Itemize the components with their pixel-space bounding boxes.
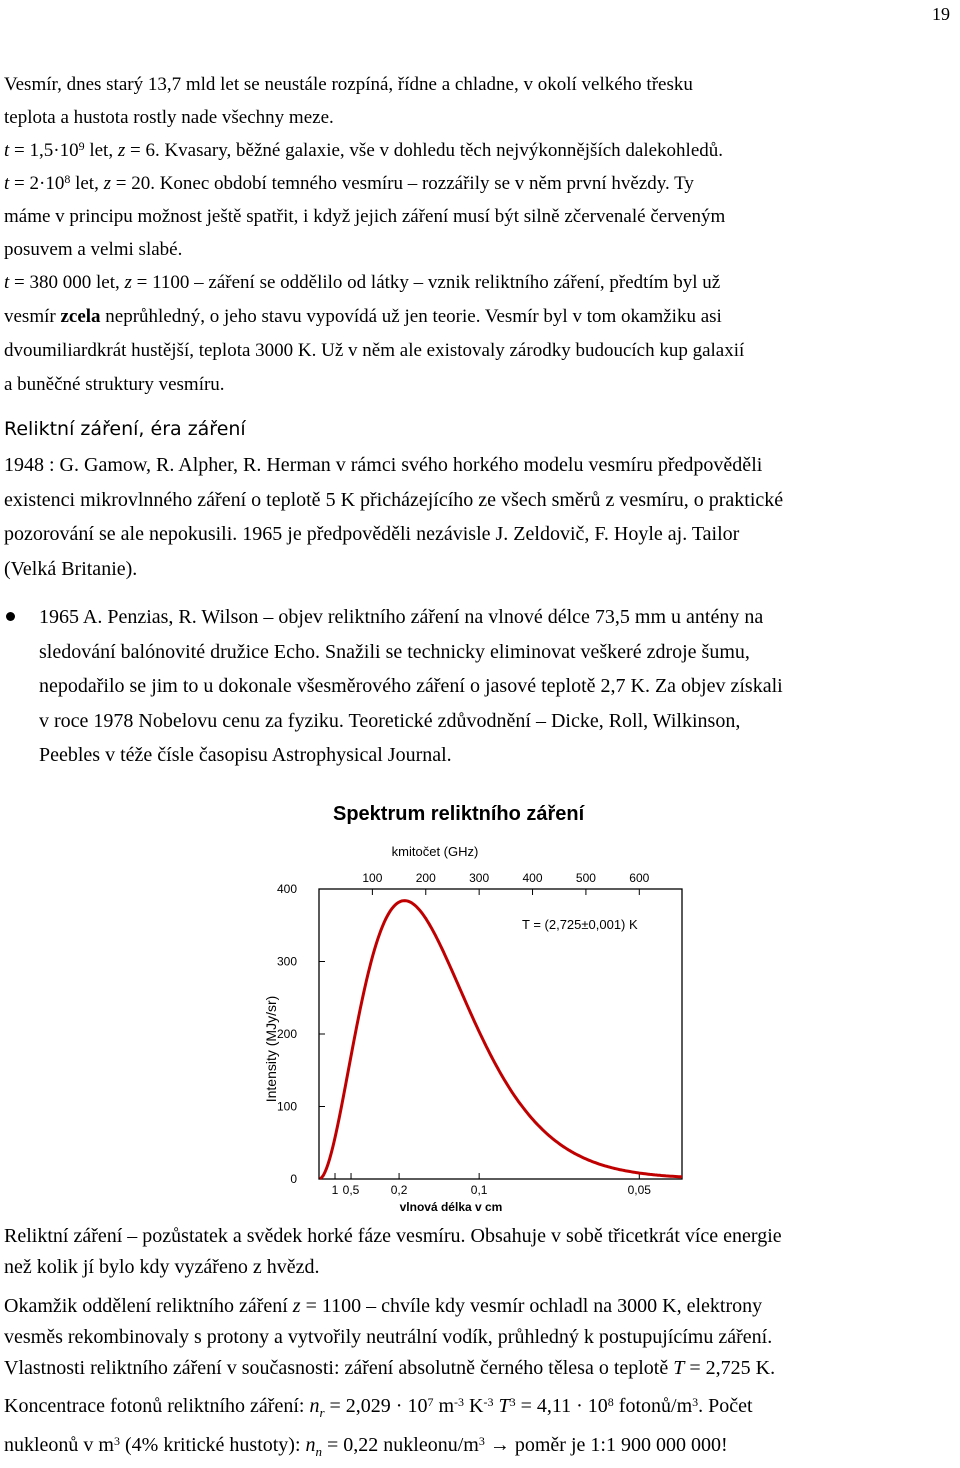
spectrum-curve (320, 901, 682, 1179)
spectrum-chart (254, 803, 694, 1215)
y-tick-label: 200 (276, 1026, 297, 1041)
relic-summary: Reliktní záření – pozůstatek a svědek horké fáze vesmíru. Obsahuje v sobě třicetkrát více energie než kolik jí bylo kdy vyzářeno z hvězd. (4, 1224, 782, 1278)
chart-x-label: vlnová délka v cm (399, 1199, 503, 1214)
event-text: Konec období temného vesmíru – rozzářily se v něm první hvězdy. Ty (159, 173, 694, 194)
y-tick-label: 0 (290, 1171, 297, 1186)
photon-concentration: Koncentrace fotonů reliktního záření: $n_r = 2,029 \cdot 10^7$ $m^{-3}$ $K^{-3}$ $T^3 = 4,11 \cdot 10^8$ fotonů/$m^3$. Počet nukleonů v $m^3$ (4% kritické hustoty): $n_n = 0,22$ nukleonu/$m^3$ → poměr je 1:1 900 000 000! (4, 1394, 753, 1459)
x2-tick-label: 300 (469, 870, 490, 885)
x-tick-label: 0,5 (342, 1182, 360, 1197)
event-quasars: $t = 1,5\cdot 10^9$ let, z = 6. Kvasary, běžné galaxie, vše v dohledu těch nejvýkonnějších dalekohledů. (4, 139, 724, 161)
t-var: t (4, 140, 10, 161)
x2-tick-label: 500 (575, 870, 596, 885)
history-paragraph: 1948 : G. Gamow, R. Alpher, R. Herman v rámci svého horkého modelu vesmíru předpověděli existenci mikrovlnného záření o teplotě 5 K přicházejícího ze všech směrů z vesmíru, o praktické pozorování se ale nepokusili. 1965 je předpověděli nezávisle J. Zeldovič, F. Hoyle aj. Tailor (Velká Britanie). (4, 454, 784, 580)
chart-title: Spektrum reliktního záření (333, 802, 585, 825)
x-tick-label: 0,1 (470, 1182, 488, 1197)
x-tick-label: 1 (331, 1182, 339, 1197)
x-tick-label: 0,05 (627, 1182, 651, 1197)
y-tick-label: 300 (276, 954, 297, 969)
intro-paragraph (4, 68, 958, 134)
x2-tick-label: 100 (362, 870, 383, 885)
chart-y-label: Intensity (MJy/sr) (263, 995, 279, 1103)
section-heading: Reliktní záření, éra záření (4, 418, 246, 440)
y-tick-label: 100 (276, 1099, 297, 1114)
chart-svg (254, 803, 694, 1215)
event-recombination: t = 380 000 let, z = 1100 – záření se oddělilo od látky – vznik reliktního záření, předtím byl už vesmír zcela neprůhledný, o jeho stavu vypovídá už jen teorie. Vesmír byl v tom okamžiku asi dvoumiliardkrát hustější, teplota 3000 K. Už v něm ale existovaly zárodky budoucích kup galaxií a buněčné struktury vesmíru. (4, 272, 745, 395)
plot-frame (319, 889, 682, 1179)
x2-tick-label: 200 (415, 870, 436, 885)
intro-line-2: teplota a hustota rostly nade všechny meze. (4, 107, 334, 128)
bullet-item: 1965 A. Penzias, R. Wilson – objev reliktního záření na vlnové délce 73,5 mm u antény na sledování balónovité družice Echo. Snažili se technicky eliminovat veškeré zdroje šumu, nepodařilo se jim to u dokonale všesměrového záření o jasové teplotě 2,7 K. Za objev získali v roce 1978 Nobelovu cenu za fyziku. Teoretické zdůvodnění – Dicke, Roll, Wilkinson, Peebles v téže čísle časopisu Astrophysical Journal. (4, 600, 958, 773)
x2-tick-label: 400 (522, 870, 543, 885)
x-tick-label: 0,2 (390, 1182, 408, 1197)
y-tick-label: 400 (276, 881, 297, 896)
x2-tick-label: 600 (629, 870, 650, 885)
event-text: Kvasary, běžné galaxie, vše v dohledu těch nejvýkonnějších dalekohledů. (164, 140, 724, 161)
chart-x2-label: kmitočet (GHz) (391, 843, 479, 859)
document-body (4, 68, 958, 1468)
temperature-annotation: T = (2,725±0,001) K (522, 916, 638, 932)
bullet-dot-icon (6, 612, 15, 621)
intro-line-1: Vesmír, dnes starý 13,7 mld let se neustále rozpíná, řídne a chladne, v okolí velkého třesku (4, 74, 693, 95)
emphasis-bold: zcela (60, 306, 101, 327)
page-number: 19 (932, 4, 950, 24)
decoupling-paragraph: Okamžik oddělení reliktního záření z = 1100 – chvíle kdy vesmír ochladl na 3000 K, elektrony vesměs rekombinovaly s protony a vytvořily neutrální vodík, průhledný k postupujícímu záření. Vlastnosti reliktního záření v současnosti: záření absolutně černého tělesa o teplotě T = 2,725 K. (4, 1294, 776, 1379)
event-first-stars: $t = 2\cdot 10^8$ let, z = 20. Konec období temného vesmíru – rozzářily se v něm první hvězdy. Ty máme v principu možnost ještě spatřit, i když jejich záření musí být silně zčervenalé červeným posuvem a velmi slabé. (4, 172, 726, 260)
